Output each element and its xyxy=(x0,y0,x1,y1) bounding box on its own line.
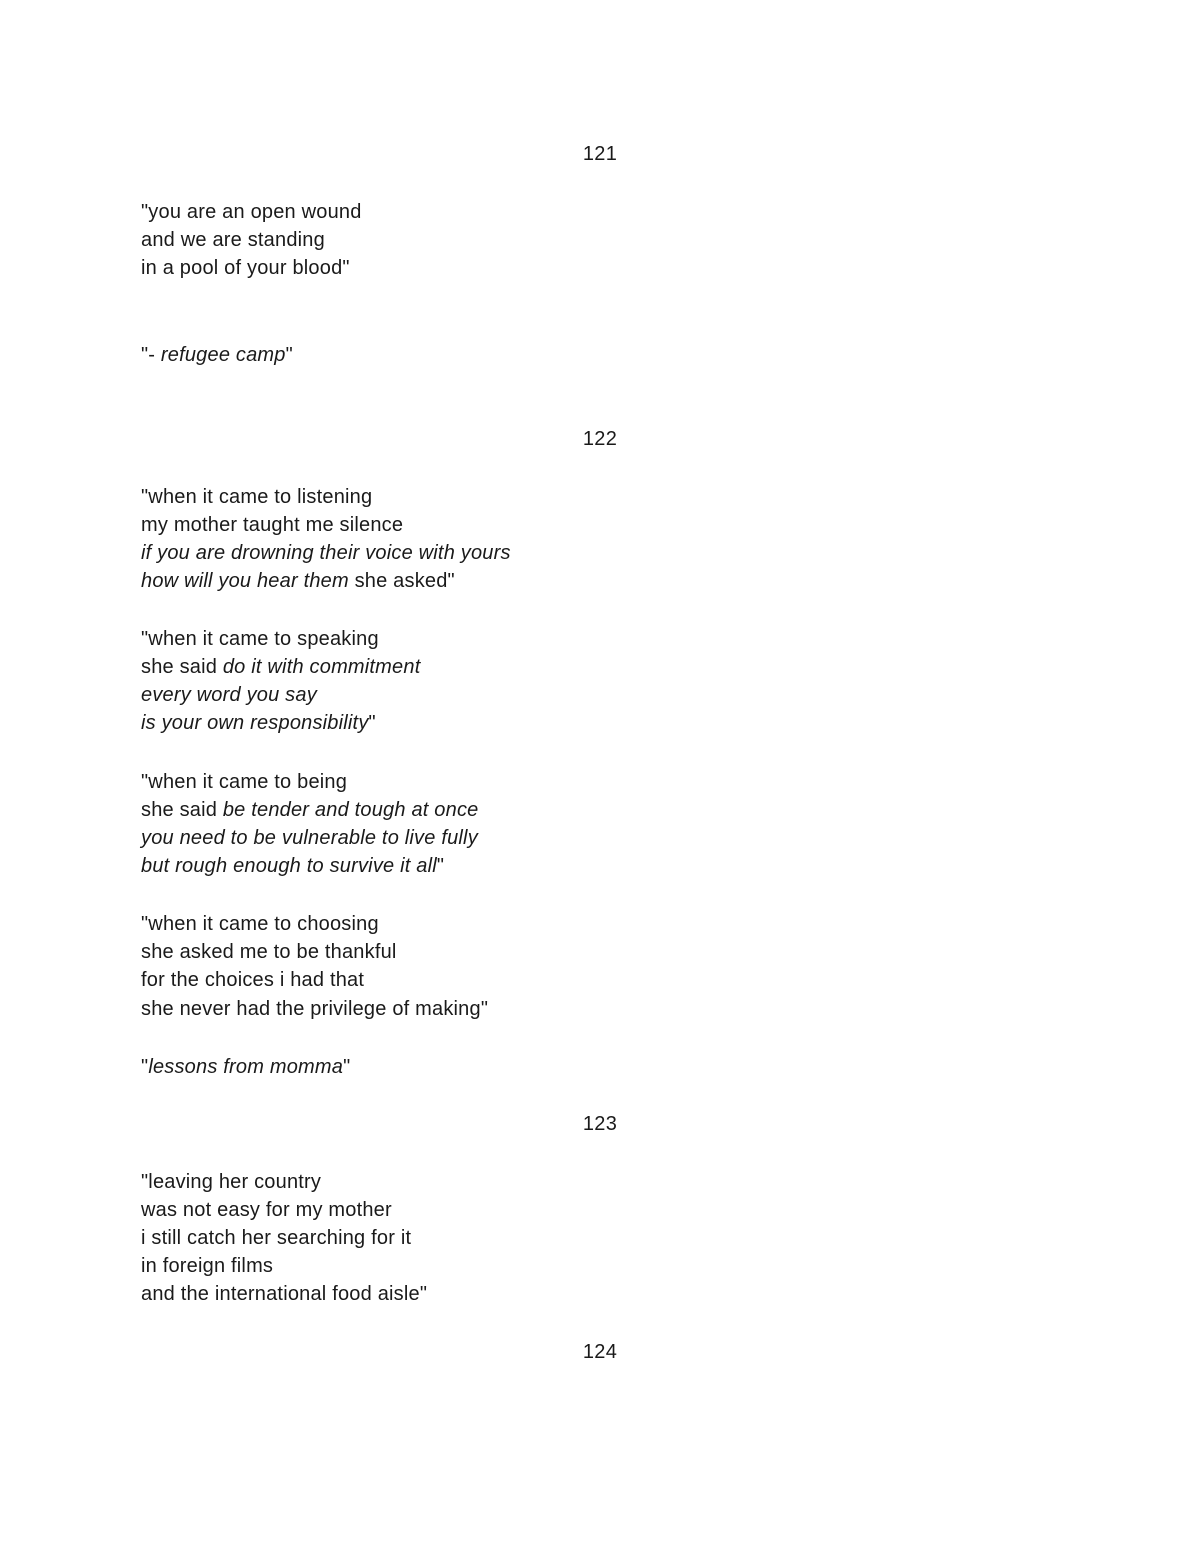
poem-line: she asked me to be thankful xyxy=(141,941,397,963)
poem-line-mixed xyxy=(141,709,376,737)
italic-segment: is your own responsibility xyxy=(141,712,369,734)
page-number-121: 121 xyxy=(582,143,618,165)
poem-line: and we are standing xyxy=(141,229,325,251)
page-number-124: 124 xyxy=(582,1341,618,1363)
poem-title-lessons-from-momma xyxy=(141,1053,350,1081)
title-quote-open: "- xyxy=(141,344,161,366)
poem-line: for the choices i had that xyxy=(141,969,365,991)
poem-line: was not easy for my mother xyxy=(141,1199,392,1221)
plain-segment: she asked" xyxy=(348,570,455,592)
poem-line-mixed xyxy=(141,796,478,824)
poem-line: and the international food aisle" xyxy=(141,1283,428,1305)
poem-line: "when it came to speaking xyxy=(141,628,379,650)
plain-segment: she said xyxy=(141,799,223,821)
title-text: lessons from momma xyxy=(148,1056,344,1078)
italic-segment: how will you hear them xyxy=(141,570,349,592)
poem-line-mixed xyxy=(141,653,420,681)
italic-segment: do it with commitment xyxy=(222,656,421,678)
poem-line: "when it came to being xyxy=(141,771,348,793)
title-quote-close: " xyxy=(343,1056,351,1078)
poem-line-italic: you need to be vulnerable to live fully xyxy=(141,827,478,849)
poem-line: "when it came to choosing xyxy=(141,913,379,935)
plain-segment: " xyxy=(436,855,445,877)
poem-line-mixed xyxy=(141,567,455,595)
poem-line: in foreign films xyxy=(141,1255,274,1277)
italic-segment: be tender and tough at once xyxy=(222,799,479,821)
poem-line: i still catch her searching for it xyxy=(141,1227,412,1249)
poem-line: my mother taught me silence xyxy=(141,514,404,536)
poem-title-refugee-camp xyxy=(141,341,293,369)
italic-segment: but rough enough to survive it all xyxy=(141,855,437,877)
plain-segment: " xyxy=(368,712,376,734)
poem-line: she never had the privilege of making" xyxy=(141,998,489,1020)
poem-line-italic: if you are drowning their voice with yours xyxy=(141,542,511,564)
title-quote-close: " xyxy=(285,344,293,366)
poem-line: "you are an open wound xyxy=(141,201,362,223)
poem-line: "when it came to listening xyxy=(141,486,373,508)
title-text: refugee camp xyxy=(160,344,286,366)
title-quote-open: " xyxy=(141,1056,149,1078)
page-number-122: 122 xyxy=(582,428,618,450)
poem-line-italic: every word you say xyxy=(141,684,317,706)
plain-segment: she said xyxy=(141,656,223,678)
poem-line: in a pool of your blood" xyxy=(141,257,350,279)
poem-line: "leaving her country xyxy=(141,1171,322,1193)
poem-line-mixed xyxy=(141,852,444,880)
page-number-123: 123 xyxy=(582,1113,618,1135)
